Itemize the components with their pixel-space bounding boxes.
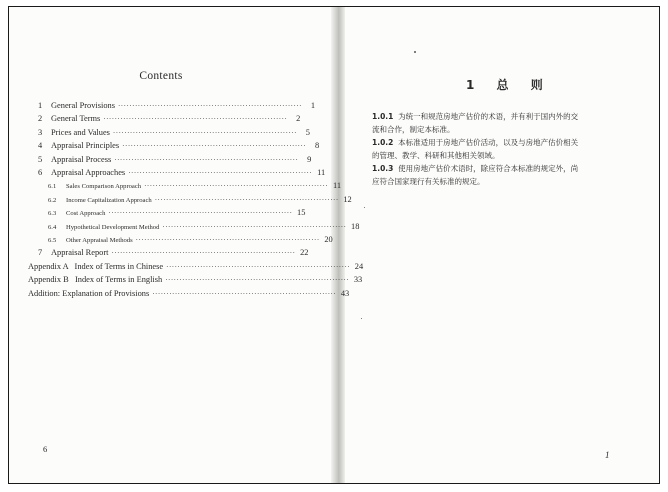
toc-number: 6.1 bbox=[48, 183, 57, 191]
toc-number: 3 bbox=[38, 127, 43, 137]
clause-text: 本标准适用于房地产估价活动，以及与房地产估价相关 bbox=[398, 138, 579, 147]
toc-entry[interactable] bbox=[38, 248, 309, 260]
toc-page-number: 18 bbox=[351, 221, 360, 231]
scan-speck bbox=[361, 318, 362, 319]
toc-label: General Provisions bbox=[51, 101, 115, 110]
dot-leader: ································································· bbox=[122, 142, 307, 151]
toc-entry-addition[interactable] bbox=[28, 288, 350, 301]
dot-leader: ································································· bbox=[166, 262, 351, 271]
toc-page-number: 9 bbox=[307, 154, 312, 164]
clause-text: 使用房地产估价术语时，除应符合本标准的规定外，尚 bbox=[398, 164, 579, 173]
toc-subentry[interactable] bbox=[38, 208, 306, 220]
toc-label: Appendix B Index of Terms in English bbox=[28, 275, 163, 285]
clause-text: 流和合作，制定本标准。 bbox=[372, 125, 455, 134]
toc-number: 7 bbox=[38, 248, 43, 258]
toc-page-number: 24 bbox=[354, 261, 364, 271]
clause-line bbox=[372, 163, 578, 174]
dot-leader: ································································· bbox=[165, 276, 350, 285]
toc-number: 2 bbox=[38, 114, 43, 124]
toc-number: 6.3 bbox=[48, 210, 57, 218]
toc-number: 1 bbox=[38, 101, 43, 110]
toc-number: 4 bbox=[38, 141, 43, 151]
toc-subentry[interactable] bbox=[38, 181, 342, 193]
clause-text: 应符合国家现行有关标准的规定。 bbox=[372, 177, 485, 186]
clause-line bbox=[372, 176, 485, 187]
toc-label: Other Appraisal Methods bbox=[66, 237, 133, 244]
toc-page-number: 22 bbox=[300, 248, 309, 258]
clause-number: 1.0.1 bbox=[372, 112, 394, 121]
toc-label: Sales Comparison Approach bbox=[66, 183, 142, 191]
toc-number: 6.5 bbox=[48, 237, 57, 244]
toc-page-number: 43 bbox=[340, 288, 350, 298]
clause-line bbox=[372, 111, 578, 122]
toc-subentry[interactable] bbox=[38, 235, 333, 247]
dot-leader: ································································· bbox=[103, 115, 288, 124]
toc-entry[interactable] bbox=[38, 127, 310, 140]
toc-subentry[interactable] bbox=[38, 221, 360, 234]
toc-label: Appraisal Process bbox=[51, 154, 112, 164]
toc-entry[interactable] bbox=[38, 114, 301, 126]
contents-title: Contents bbox=[139, 70, 183, 82]
toc-page-number: 11 bbox=[317, 168, 326, 177]
clause-text: 的管理、教学、科研和其他相关领域。 bbox=[372, 151, 500, 160]
right-page-number: 1 bbox=[605, 450, 610, 460]
toc-number: 6.2 bbox=[48, 196, 57, 204]
toc-label: Appraisal Approaches bbox=[51, 168, 126, 177]
dot-leader: ································································· bbox=[128, 169, 313, 177]
toc-page-number: 2 bbox=[296, 114, 301, 124]
clause-line bbox=[372, 124, 455, 135]
toc-label: Income Capitalization Approach bbox=[66, 196, 152, 204]
clause-line bbox=[372, 137, 578, 148]
toc-page-number: 15 bbox=[297, 208, 306, 218]
toc-page-number: 20 bbox=[324, 235, 333, 244]
toc-label: Hypothetical Development Method bbox=[66, 223, 160, 231]
dot-leader: ································································· bbox=[144, 182, 329, 191]
clause-text: 为统一和规范房地产估价的术语，并有利于国内外的交 bbox=[398, 112, 579, 121]
toc-entry[interactable] bbox=[38, 154, 312, 167]
toc-subentry[interactable] bbox=[38, 194, 352, 207]
toc-entry-appendix-b[interactable] bbox=[28, 275, 363, 287]
scan-speck bbox=[364, 207, 365, 208]
dot-leader: ································································· bbox=[112, 128, 297, 137]
toc-page-number: 5 bbox=[305, 127, 310, 137]
toc-page-number: 1 bbox=[310, 101, 315, 110]
book-gutter bbox=[331, 7, 345, 483]
toc-label: Appraisal Principles bbox=[51, 141, 120, 151]
toc-number: 6.4 bbox=[48, 223, 57, 231]
toc-label: Cost Approach bbox=[66, 210, 106, 218]
toc-label: Appendix A Index of Terms in Chinese bbox=[28, 261, 164, 271]
dot-leader: ································································· bbox=[111, 249, 296, 258]
toc-entry[interactable] bbox=[38, 141, 320, 153]
toc-page-number: 12 bbox=[343, 194, 352, 204]
dot-leader: ································································· bbox=[152, 289, 337, 298]
toc-number: 6 bbox=[38, 168, 43, 177]
clause-number: 1.0.2 bbox=[372, 138, 394, 147]
dot-leader: ································································· bbox=[154, 195, 339, 204]
toc-label: Addition: Explanation of Provisions bbox=[28, 288, 150, 298]
toc-number: 5 bbox=[38, 154, 43, 164]
toc-page-number: 33 bbox=[353, 275, 363, 285]
dot-leader: ································································· bbox=[162, 222, 347, 231]
clause-line bbox=[372, 150, 500, 161]
clause-number: 1.0.3 bbox=[372, 164, 394, 173]
chapter-title: 1 总 则 bbox=[466, 78, 552, 92]
scan-speck bbox=[414, 51, 416, 53]
dot-leader: ································································· bbox=[114, 155, 299, 164]
toc-label: Prices and Values bbox=[51, 127, 110, 137]
toc-entry-appendix-a[interactable] bbox=[28, 261, 364, 274]
toc-label: Appraisal Report bbox=[51, 248, 109, 258]
toc-label: General Terms bbox=[51, 114, 101, 124]
dot-leader: ································································· bbox=[135, 236, 320, 244]
toc-entry[interactable] bbox=[38, 101, 315, 113]
left-page-number: 6 bbox=[43, 444, 48, 454]
toc-entry[interactable] bbox=[38, 168, 326, 180]
toc-page-number: 8 bbox=[315, 141, 320, 151]
dot-leader: ································································· bbox=[108, 209, 293, 218]
dot-leader: ································································· bbox=[117, 102, 302, 110]
toc-page-number: 11 bbox=[333, 181, 342, 191]
